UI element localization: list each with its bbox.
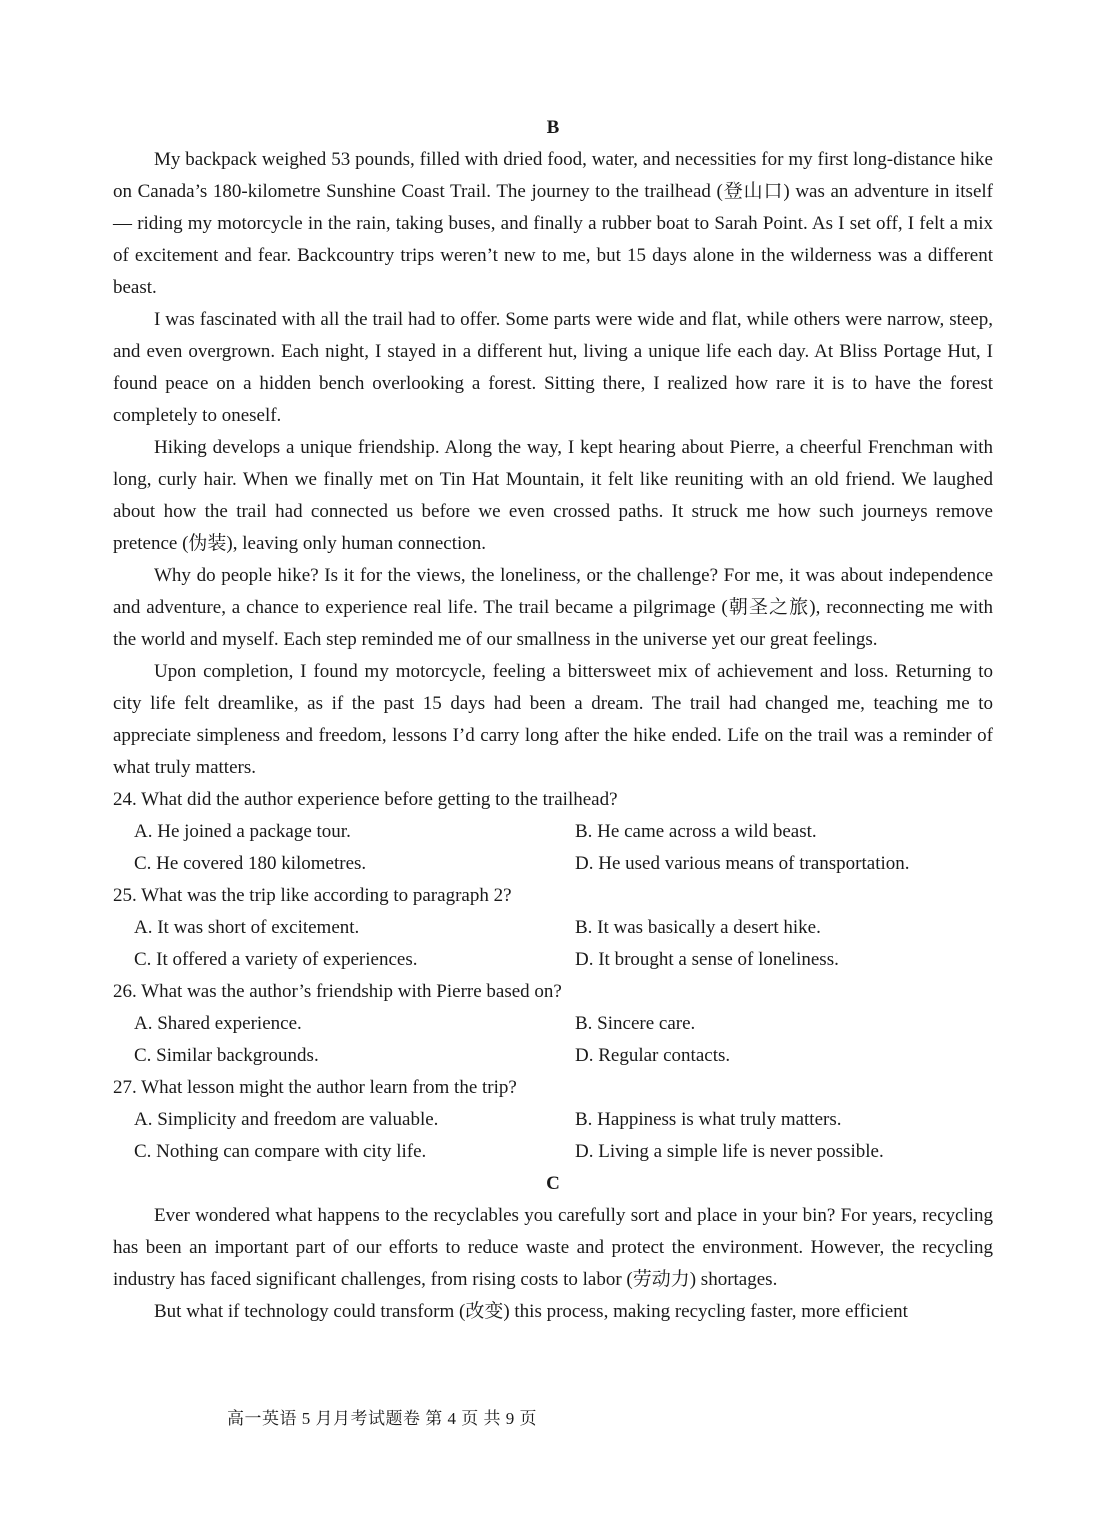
option-b: B. He came across a wild beast. [575, 821, 817, 842]
passage-b-paragraph-5: Upon completion, I found my motorcycle, feeling a bittersweet mix of achievement and loss. Returning to city life felt dreamlike, as if the past 15 days had been a dream. The trail had changed me, teaching me to appreciate simpleness and freedom, lessons I’d carry long after the hike ended. Life on the trail was a reminder of what truly matters. [113, 661, 993, 778]
question-options [113, 816, 993, 880]
question-27 [113, 1072, 993, 1168]
passage-b-paragraph-1: My backpack weighed 53 pounds, filled with dried food, water, and necessities for my first long-distance hike on Canada’s 180-kilometre Sunshine Coast Trail. The journey to the trailhead (登山口) was an adventure in itself — riding my motorcycle in the rain, taking buses, and finally a rubber boat to Sarah Point. As I set off, I felt a mix of excitement and fear. Backcountry trips weren’t new to me, but 15 days alone in the wilderness was a different beast. [113, 149, 993, 298]
option-a: A. Shared experience. [134, 1013, 302, 1034]
passage-c-paragraph-2: But what if technology could transform (改变) this process, making recycling faster, more efficient [154, 1301, 908, 1322]
option-d: D. He used various means of transportation. [575, 853, 910, 874]
page-footer [0, 1404, 1106, 1429]
option-c: C. He covered 180 kilometres. [134, 853, 367, 874]
option-d: D. Regular contacts. [575, 1045, 731, 1066]
passage-b-paragraph-2: I was fascinated with all the trail had to offer. Some parts were wide and flat, while others were narrow, steep, and even overgrown. Each night, I stayed in a different hut, living a unique life each day. At Bliss Portage Hut, I found peace on a hidden bench overlooking a forest. Sitting there, I realized how rare it is to have the forest completely to oneself. [113, 309, 993, 426]
question-stem: 26. What was the author’s friendship with Pierre based on? [113, 981, 562, 1002]
question-stem: 25. What was the trip like according to paragraph 2? [113, 885, 512, 906]
option-a: A. It was short of excitement. [134, 917, 360, 938]
option-a: A. Simplicity and freedom are valuable. [134, 1109, 439, 1130]
question-24 [113, 784, 993, 880]
question-options [113, 912, 993, 976]
option-d: D. It brought a sense of loneliness. [575, 949, 839, 970]
exam-page [113, 112, 993, 1328]
option-b: B. Happiness is what truly matters. [575, 1109, 842, 1130]
question-stem: 24. What did the author experience before getting to the trailhead? [113, 789, 618, 810]
passage-b-paragraph-3: Hiking develops a unique friendship. Along the way, I kept hearing about Pierre, a cheerful Frenchman with long, curly hair. When we finally met on Tin Hat Mountain, it felt like reuniting with an old friend. We laughed about how the trail had connected us before we even crossed paths. It struck me how such journeys remove pretence (伪装), leaving only human connection. [113, 437, 993, 554]
option-c: C. Nothing can compare with city life. [134, 1141, 427, 1162]
option-b: B. It was basically a desert hike. [575, 917, 821, 938]
question-options [113, 1104, 993, 1168]
option-d: D. Living a simple life is never possible. [575, 1141, 884, 1162]
question-stem: 27. What lesson might the author learn from the trip? [113, 1077, 517, 1098]
option-c: C. It offered a variety of experiences. [134, 949, 418, 970]
question-25 [113, 880, 993, 976]
section-c-title: C [546, 1173, 560, 1194]
option-a: A. He joined a package tour. [134, 821, 351, 842]
section-b-title: B [546, 117, 560, 138]
passage-b-paragraph-4: Why do people hike? Is it for the views, the loneliness, or the challenge? For me, it was about independence and adventure, a chance to experience real life. The trail became a pilgrimage (朝圣之旅), reconnecting me with the world and myself. Each step reminded me of our smallness in the universe yet our great feelings. [113, 565, 993, 650]
question-options [113, 1008, 993, 1072]
passage-c-paragraph-1: Ever wondered what happens to the recyclables you carefully sort and place in your bin? For years, recycling has been an important part of our efforts to reduce waste and protect the environment. However, the recycling industry has faced significant challenges, from rising costs to labor (劳动力) shortages. [113, 1205, 993, 1290]
option-c: C. Similar backgrounds. [134, 1045, 319, 1066]
footer-page-info: 高一英语 5 月月考试题卷 第 4 页 共 9 页 [227, 1409, 537, 1428]
question-26 [113, 976, 993, 1072]
option-b: B. Sincere care. [575, 1013, 696, 1034]
